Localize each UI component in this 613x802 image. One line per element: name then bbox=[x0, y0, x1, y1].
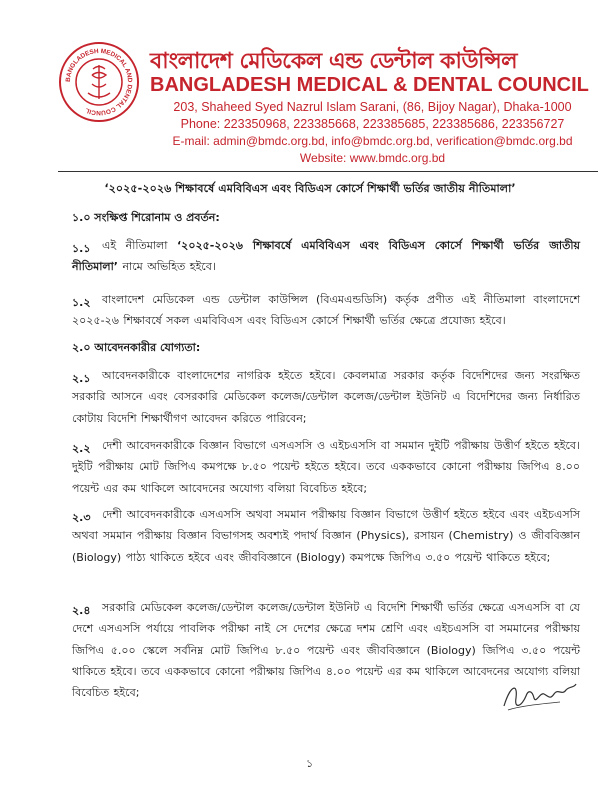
clause-2-2 bbox=[72, 435, 580, 499]
clause-text: সরকারি মেডিকেল কলেজ/ডেন্টাল কলেজ/ডেন্টাল ইউনিট এ বিদেশি শিক্ষার্থী ভর্তির ক্ষেত্রে এসএসসি বা যে দেশে এসএসসি পর্যায়ে পাবলিক পরীক্ষা নাই সে দেশের ক্ষেত্রে দশম শ্রেণি এবং এইচএসসি বা সমমানের পরীক্ষায় জিপিএ ৫.০০ স্কেলে সর্বনিম্ন মোট জিপিএ ৮.৫০ পয়েন্ট এবং জীববিজ্ঞানে (Biology) জিপিএ ৩.৫০ পয়েন্ট থাকিতে হইবে। তবে এককভাবে কোনো পরীক্ষায় জিপিএ ৪.০০ পয়েন্ট এর কম থাকিলে আবেদনের অযোগ্য বলিয়া বিবেচিত হইবে; bbox=[72, 601, 580, 700]
org-email: E-mail: admin@bmdc.org.bd, info@bmdc.org.bd, verification@bmdc.org.bd bbox=[172, 134, 573, 148]
policy-title-bold: ‘২০২৫-২০২৬ শিক্ষাবর্ষে এমবিবিএস এবং বিডিএস কোর্সে শিক্ষার্থী ভর্তির জাতীয় নীতিমালা’ bbox=[72, 239, 581, 274]
clause-2-1 bbox=[72, 365, 580, 429]
clause-text: এই নীতিমালা bbox=[102, 239, 168, 252]
org-name-bangla: বাংলাদেশ মেডিকেল এন্ড ডেন্টাল কাউন্সিল bbox=[150, 49, 518, 74]
clause-number: ১.২ bbox=[72, 296, 91, 309]
clause-number: ২.৪ bbox=[72, 604, 91, 617]
letterhead-divider bbox=[58, 171, 598, 172]
org-website: Website: www.bmdc.org.bd bbox=[299, 151, 446, 165]
org-name-english: BANGLADESH MEDICAL & DENTAL COUNCIL bbox=[150, 74, 589, 96]
document-title: ‘২০২৫-২০২৬ শিক্ষাবর্ষে এমবিবিএস এবং বিডিএস কোর্সে শিক্ষার্থী ভর্তির জাতীয় নীতিমালা’ bbox=[104, 182, 516, 195]
page-number: ১ bbox=[306, 757, 314, 770]
clause-1-2 bbox=[72, 289, 580, 332]
clause-text: বাংলাদেশ মেডিকেল এন্ড ডেন্টাল কাউন্সিল (বিএমএন্ডডিসি) কর্তৃক প্রণীত এই নীতিমালা বাংলাদেশে ২০২৫-২৬ শিক্ষাবর্ষে সকল এমবিবিএস এবং বিডিএস কোর্সে শিক্ষার্থী ভর্তির ক্ষেত্রে প্রযোজ্য হইবে। bbox=[72, 293, 580, 328]
bmdc-seal-logo bbox=[58, 41, 140, 123]
clause-text: আবেদনকারীকে বাংলাদেশের নাগরিক হইতে হইবে। কেবলমাত্র সরকার কর্তৃক বিদেশিদের জন্য সংরক্ষিত সরকারি আসনে এবং বেসরকারি মেডিকেল কলেজ/ডেন্টাল কলেজ/ডেন্টাল ইউনিট এ বিদেশিদের জন্য নির্ধারিত কোটায় বিদেশি শিক্ষার্থীগণ আবেদন করিতে পারিবেন; bbox=[72, 369, 580, 425]
clause-text: নামে অভিহিত হইবে। bbox=[122, 260, 216, 274]
handwritten-signature bbox=[500, 676, 580, 716]
clause-number: ২.৩ bbox=[72, 511, 91, 524]
org-address: 203, Shaheed Syed Nazrul Islam Sarani, (86, Bijoy Nagar), Dhaka-1000 bbox=[173, 100, 572, 114]
clause-1-1 bbox=[72, 235, 580, 278]
svg-text:BANGLADESH MEDICAL AND DENTAL: BANGLADESH MEDICAL AND DENTAL COUNCIL bbox=[64, 47, 134, 117]
clause-text: দেশী আবেদনকারীকে বিজ্ঞান বিভাগে এসএসসি ও এইচএসসি বা সমমান দুইটি পরীক্ষায় উত্তীর্ণ হইতে হইবে। দুইটি পরীক্ষায় মোট জিপিএ কমপক্ষে ৮.৫০ পয়েন্ট হইতে হইবে। তবে এককভাবে কোনো পরীক্ষায় জিপিএ ৪.০০ পয়েন্ট এর কম থাকিলে আবেদনের অযোগ্য বলিয়া বিবেচিত হইবে; bbox=[72, 439, 580, 495]
clause-number: ১.১ bbox=[72, 242, 91, 255]
clause-number: ২.১ bbox=[72, 372, 91, 385]
clause-number: ২.২ bbox=[72, 442, 91, 455]
clause-text: দেশী আবেদনকারীকে এসএসসি অথবা সমমান পরীক্ষায় বিজ্ঞান বিভাগে উত্তীর্ণ হইতে হইবে এবং এইচএসসি অথবা সমমান পরীক্ষায় বিজ্ঞান বিভাগসহ অবশ্যই পদার্থ বিজ্ঞান (Physics), রসায়ন (Chemistry) ও জীববিজ্ঞান (Biology) পাঠ্য থাকিতে হইবে এবং জীববিজ্ঞানে (Biology) কমপক্ষে জিপিএ ৩.৫০ পয়েন্ট থাকিতে হইবে; bbox=[72, 508, 580, 564]
section-1-heading: ১.০ সংক্ষিপ্ত শিরোনাম ও প্রবর্তন: bbox=[72, 211, 220, 224]
section-2-heading: ২.০ আবেদনকারীর যোগ্যতা: bbox=[72, 341, 201, 354]
clause-2-3 bbox=[72, 504, 580, 568]
org-phone: Phone: 223350968, 223385668, 223385685, 223385686, 223356727 bbox=[180, 117, 565, 131]
